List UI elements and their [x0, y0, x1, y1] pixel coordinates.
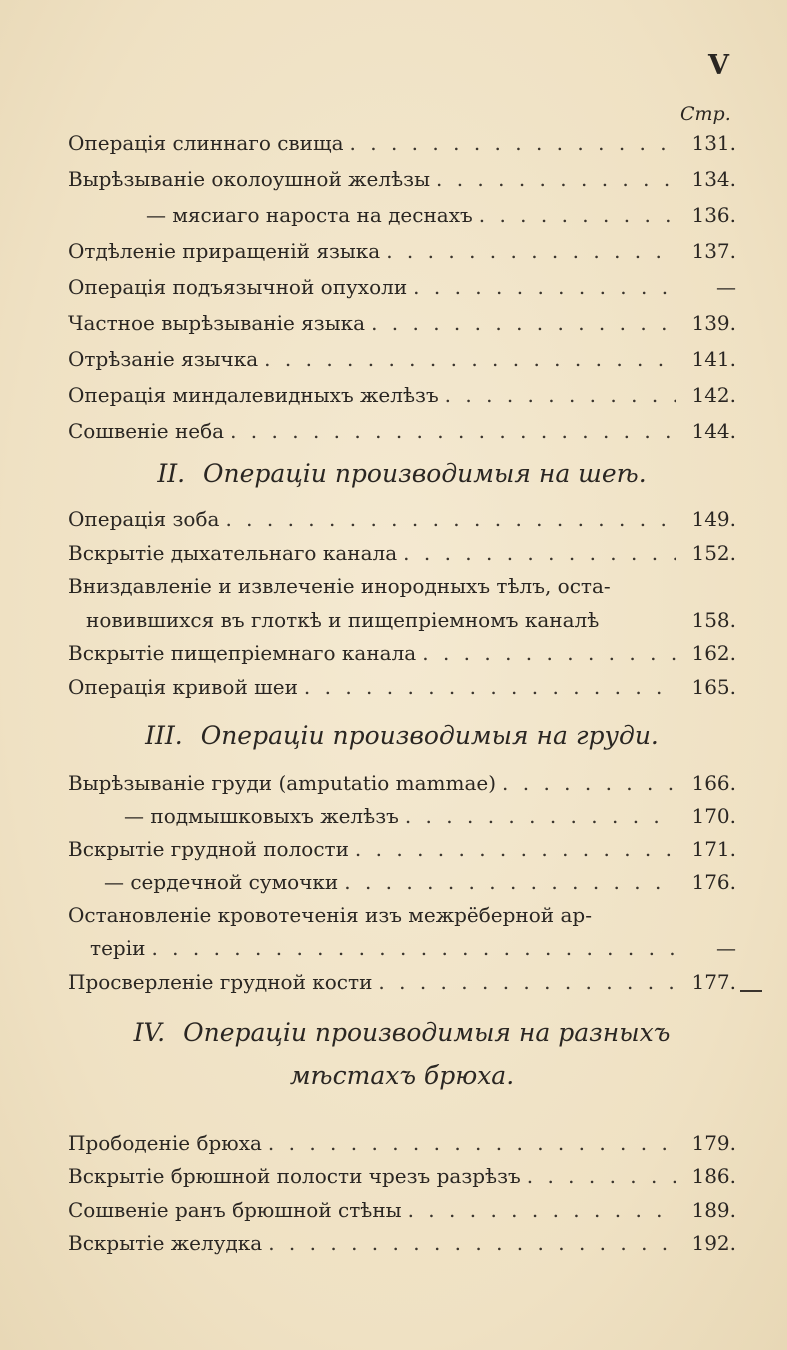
toc-entry — [124, 800, 736, 832]
page-column-header: Стр. — [680, 103, 731, 125]
toc-entry-title: Операція кривой шеи — [68, 675, 298, 699]
toc-entry-page: 165. — [691, 675, 736, 699]
toc-entry-title: Вскрытіе дыхательнаго канала — [68, 541, 398, 565]
toc-entry-title: Операція подъязычной опухоли — [68, 275, 408, 299]
toc-entry — [68, 235, 736, 267]
toc-entry-page: 134. — [691, 167, 736, 191]
leader-dots — [422, 637, 676, 669]
toc-entry-page: 131. — [691, 131, 736, 155]
toc-entry — [68, 671, 736, 703]
toc-entry — [86, 604, 736, 636]
toc-entry-page: 158. — [691, 608, 736, 632]
leader-dots — [405, 800, 676, 832]
toc-entry — [104, 866, 736, 898]
toc-entry-page: 137. — [691, 239, 736, 263]
toc-entry-page: 139. — [691, 311, 736, 335]
leader-dots — [344, 866, 676, 898]
toc-entry-title: Вскрытіе желудка — [68, 1231, 263, 1255]
toc-entry-title: Остановленіе кровотеченія изъ межрёберной ар- — [68, 903, 592, 927]
toc-entry-title: Вырѣзываніе околоушной желѣзы — [68, 167, 430, 191]
toc-entry — [68, 343, 736, 375]
margin-dash — [740, 990, 762, 992]
section-heading — [68, 456, 736, 492]
toc-entry — [68, 637, 736, 669]
toc-entry-title: — мясиаго нароста на деснахъ — [146, 203, 473, 227]
toc-entry — [68, 833, 736, 865]
section-heading-line2 — [68, 1058, 736, 1094]
toc-entry-title: Сошвеніе ранъ брюшной стѣны — [68, 1198, 402, 1222]
toc-entry-page: 177. — [691, 970, 736, 994]
toc-entry-page: 162. — [691, 641, 736, 665]
leader-dots — [264, 343, 676, 375]
toc-entry — [68, 537, 736, 569]
toc-entry-page: 170. — [691, 804, 736, 828]
toc-entry-page: — — [716, 936, 736, 960]
toc-entry-page: 136. — [691, 203, 736, 227]
leader-dots — [371, 307, 676, 339]
toc-entry — [68, 899, 736, 931]
toc-entry-title: Сошвеніе неба — [68, 419, 225, 443]
leader-dots — [268, 1127, 676, 1159]
toc-entry-page: 144. — [691, 419, 736, 443]
section-title: Операціи производимыя на разныхъ — [183, 1018, 671, 1047]
leader-dots — [350, 127, 676, 159]
toc-entry-page: 149. — [691, 507, 736, 531]
toc-entry — [68, 127, 736, 159]
leader-dots — [436, 163, 676, 195]
leader-dots — [304, 671, 676, 703]
section-title: Операціи производимыя на груди. — [200, 721, 659, 750]
toc-entry-title: Отдѣленіе приращеній языка — [68, 239, 381, 263]
toc-entry — [90, 932, 736, 964]
toc-entry — [68, 271, 736, 303]
leader-dots — [403, 537, 676, 569]
toc-entry-page: 179. — [691, 1131, 736, 1155]
toc-entry-page: 171. — [691, 837, 736, 861]
toc-entry — [68, 379, 736, 411]
leader-dots — [378, 966, 676, 998]
toc-entry — [68, 966, 736, 998]
toc-entry — [68, 307, 736, 339]
toc-entry — [68, 163, 736, 195]
toc-entry-title: Вскрытіе грудной полости — [68, 837, 349, 861]
leader-dots — [408, 1194, 676, 1226]
toc-entry-title: Операція зоба — [68, 507, 220, 531]
toc-entry-title: — сердечной сумочки — [104, 870, 339, 894]
leader-dots — [355, 833, 676, 865]
toc-entry-title: Вниздавленіе и извлеченіе инородныхъ тѣлъ, оста- — [68, 574, 611, 598]
toc-entry-title: Вскрытіе брюшной полости чрезъ разрѣзъ — [68, 1164, 521, 1188]
toc-entry — [146, 199, 736, 231]
toc-entry-title: Вырѣзываніе груди (amputatio mammae) — [68, 771, 497, 795]
toc-entry-title: новившихся въ глоткѣ и пищепріемномъ каналѣ — [86, 608, 600, 632]
leader-dots — [230, 415, 676, 447]
toc-entry-page: 176. — [691, 870, 736, 894]
toc-entry-title: Вскрытіе пищепріемнаго канала — [68, 641, 417, 665]
section-title: Операціи производимыя на шеѣ. — [203, 459, 647, 488]
toc-entry-page: 186. — [691, 1164, 736, 1188]
leader-dots — [479, 199, 676, 231]
toc-entry — [68, 1127, 736, 1159]
toc-entry — [68, 1194, 736, 1226]
toc-entry-title: Отрѣзаніе язычка — [68, 347, 259, 371]
section-number: IV. — [133, 1018, 166, 1047]
section-heading — [68, 1015, 736, 1051]
toc-entry-page: 152. — [691, 541, 736, 565]
section-heading — [68, 718, 736, 754]
toc-entry-title: Операція слиннаго свища — [68, 131, 344, 155]
leader-dots — [445, 379, 676, 411]
leader-dots — [268, 1227, 676, 1259]
toc-entry — [68, 1227, 736, 1259]
leader-dots — [151, 932, 676, 964]
toc-entry-page: 142. — [691, 383, 736, 407]
toc-entry — [68, 503, 736, 535]
toc-entry-title: теріи — [90, 936, 146, 960]
toc-entry — [68, 570, 736, 602]
section-title-line2: мѣстахъ брюха. — [289, 1061, 515, 1090]
leader-dots — [502, 767, 676, 799]
toc-entry — [68, 415, 736, 447]
leader-dots — [413, 271, 676, 303]
leader-dots — [225, 503, 676, 535]
leader-dots — [527, 1160, 676, 1192]
toc-entry-page: 141. — [691, 347, 736, 371]
toc-entry — [68, 1160, 736, 1192]
toc-entry-page: 166. — [691, 771, 736, 795]
toc-entry-title: Прободеніе брюха — [68, 1131, 262, 1155]
leader-dots — [386, 235, 676, 267]
section-number: II. — [157, 459, 186, 488]
toc-entry-title: Просверленіе грудной кости — [68, 970, 373, 994]
toc-entry-title: Частное вырѣзываніе языка — [68, 311, 366, 335]
toc-entry — [68, 767, 736, 799]
toc-entry-title: — подмышковыхъ желѣзъ — [124, 804, 399, 828]
toc-entry-title: Операція миндалевидныхъ желѣзъ — [68, 383, 439, 407]
page-number: V — [708, 50, 729, 81]
toc-entry-page: 192. — [691, 1231, 736, 1255]
section-number: III. — [145, 721, 183, 750]
toc-entry-page: — — [716, 275, 736, 299]
toc-entry-page: 189. — [691, 1198, 736, 1222]
